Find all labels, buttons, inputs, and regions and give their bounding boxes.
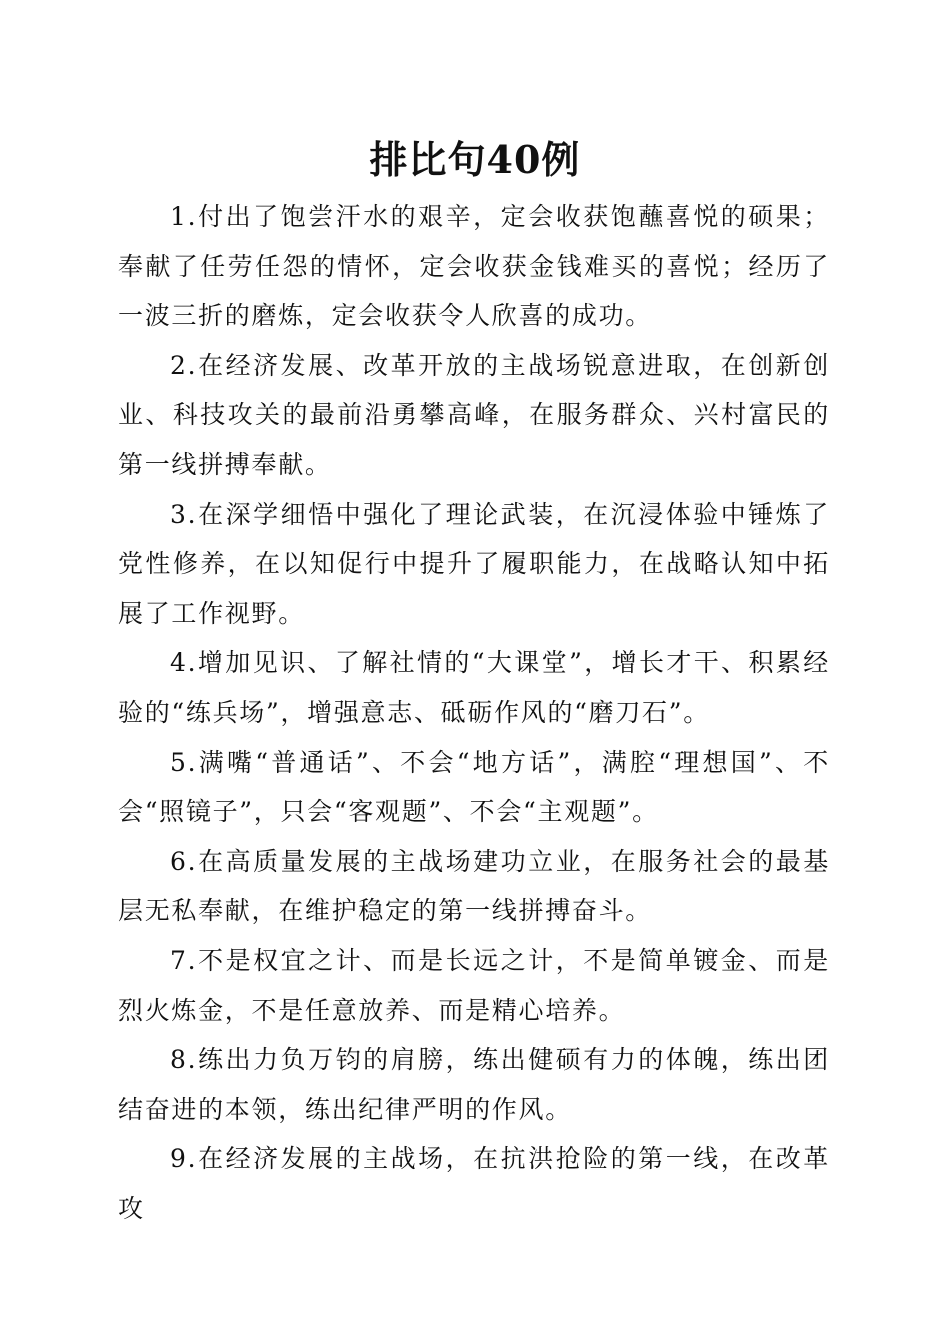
paragraph-7: 7.不是权宜之计、而是长远之计，不是简单镀金、而是烈火炼金，不是任意放养、而是精心培养。 — [118, 945, 830, 1025]
paragraph-4: 4.增加见识、了解社情的“大课堂”，增长才干、积累经验的“练兵场”，增强意志、砥砺作风的“磨刀石”。 — [118, 648, 830, 727]
document-title: 排比句40例 — [369, 137, 581, 182]
paragraph-2: 2.在经济发展、改革开放的主战场锐意进取，在创新创业、科技攻关的最前沿勇攀高峰，在服务群众、兴村富民的第一线拼搏奉献。 — [118, 350, 830, 479]
paragraph-8: 8.练出力负万钧的肩膀，练出健硕有力的体魄，练出团结奋进的本领，练出纪律严明的作风。 — [118, 1045, 830, 1124]
paragraph-3: 3.在深学细悟中强化了理论武装，在沉浸体验中锤炼了党性修养，在以知促行中提升了履职能力，在战略认知中拓展了工作视野。 — [118, 499, 830, 628]
paragraph-5: 5.满嘴“普通话”、不会“地方话”，满腔“理想国”、不会“照镜子”，只会“客观题”、不会“主观题”。 — [118, 747, 830, 827]
document-body — [118, 192, 830, 1233]
paragraph-9: 9.在经济发展的主战场，在抗洪抢险的第一线，在改革攻 — [118, 1144, 830, 1223]
paragraph-1: 1.付出了饱尝汗水的艰辛，定会收获饱蘸喜悦的硕果；奉献了任劳任怨的情怀，定会收获金钱难买的喜悦；经历了一波三折的磨炼，定会收获令人欣喜的成功。 — [118, 202, 830, 331]
paragraph-6: 6.在高质量发展的主战场建功立业，在服务社会的最基层无私奉献，在维护稳定的第一线拼搏奋斗。 — [118, 846, 830, 926]
